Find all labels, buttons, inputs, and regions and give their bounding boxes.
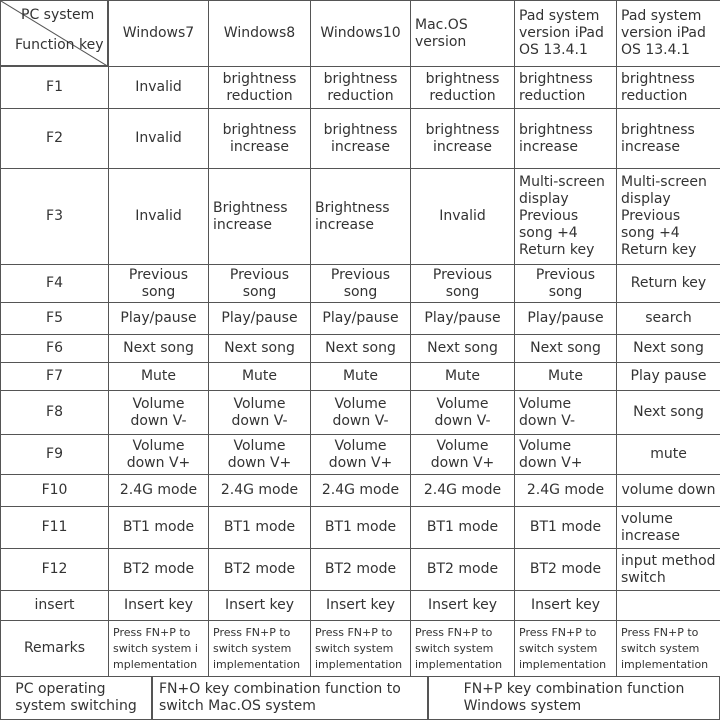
row-key-label: F4 (0, 264, 109, 303)
table-cell: Previous song (410, 264, 515, 303)
table-cell: 2.4G mode (108, 474, 209, 507)
footer-cell-windows-switching: FN+P key combination function Windows system (428, 676, 720, 720)
remarks-cell: Press FN+P to switch system i mplementation (108, 620, 209, 677)
table-cell: Next song (514, 334, 617, 363)
table-cell: Mute (208, 362, 311, 391)
table-cell: BT2 mode (514, 548, 617, 591)
table-cell: 2.4G mode (410, 474, 515, 507)
table-cell: BT2 mode (108, 548, 209, 591)
table-cell: Volume down V+ (208, 434, 311, 475)
table-cell: brightness increase (514, 108, 617, 169)
table-cell (616, 590, 720, 621)
row-key-label: F12 (0, 548, 109, 591)
table-cell: BT2 mode (208, 548, 311, 591)
table-cell: Invalid (410, 168, 515, 265)
table-cell: Invalid (108, 66, 209, 109)
row-key-label: F3 (0, 168, 109, 265)
row-key-label: F10 (0, 474, 109, 507)
remarks-cell: Press FN+P to switch system implementation (208, 620, 311, 677)
table-cell: Previous song (108, 264, 209, 303)
column-header: Windows7 (108, 0, 209, 67)
column-header: Pad system version iPad OS 13.4.1 (616, 0, 720, 67)
table-cell: Insert key (208, 590, 311, 621)
row-key-label: F6 (0, 334, 109, 363)
table-cell: brightness reduction (616, 66, 720, 109)
row-key-label: F9 (0, 434, 109, 475)
table-cell: Mute (310, 362, 411, 391)
table-cell: Volume down V- (310, 390, 411, 435)
table-cell: brightness reduction (410, 66, 515, 109)
table-cell: brightness increase (310, 108, 411, 169)
row-key-label: F8 (0, 390, 109, 435)
table-cell: Invalid (108, 108, 209, 169)
table-cell: Invalid (108, 168, 209, 265)
table-cell: Volume down V- (208, 390, 311, 435)
table-cell: BT1 mode (208, 506, 311, 549)
table-cell: Play/pause (514, 302, 617, 335)
row-key-label: Remarks (0, 620, 109, 677)
table-cell: Multi-screen display Previous song +4 Return key (616, 168, 720, 265)
table-cell: Mute (108, 362, 209, 391)
table-cell: Play/pause (410, 302, 515, 335)
remarks-cell: Press FN+P to switch system implementation (410, 620, 515, 677)
table-cell: brightness reduction (514, 66, 617, 109)
footer-cell-pc-switching: PC operating system switching (0, 676, 152, 720)
table-cell: BT2 mode (310, 548, 411, 591)
row-key-label: F5 (0, 302, 109, 335)
table-cell: Insert key (410, 590, 515, 621)
table-cell: Insert key (108, 590, 209, 621)
table-cell: 2.4G mode (514, 474, 617, 507)
table-cell: Play/pause (208, 302, 311, 335)
table-cell: Next song (208, 334, 311, 363)
remarks-cell: Press FN+P to switch system implementation (616, 620, 720, 677)
table-cell: Play/pause (310, 302, 411, 335)
table-cell: BT2 mode (410, 548, 515, 591)
remarks-cell: Press FN+P to switch system implementation (310, 620, 411, 677)
row-key-label: insert (0, 590, 109, 621)
table-cell: Volume down V+ (410, 434, 515, 475)
table-cell: Play pause (616, 362, 720, 391)
table-cell: 2.4G mode (310, 474, 411, 507)
table-cell: Volume down V+ (514, 434, 617, 475)
column-header: Windows8 (208, 0, 311, 67)
table-cell: Volume down V+ (108, 434, 209, 475)
row-key-label: F11 (0, 506, 109, 549)
table-cell: Next song (616, 390, 720, 435)
table-cell: mute (616, 434, 720, 475)
column-header: Mac.OS version (410, 0, 515, 67)
table-cell: brightness reduction (310, 66, 411, 109)
table-cell: Next song (108, 334, 209, 363)
table-cell: search (616, 302, 720, 335)
table-cell: Insert key (310, 590, 411, 621)
table-cell: Next song (410, 334, 515, 363)
corner-label-pc-system: PC system (21, 7, 95, 23)
table-cell: Volume down V- (108, 390, 209, 435)
table-cell: input method switch (616, 548, 720, 591)
table-cell: brightness reduction (208, 66, 311, 109)
table-cell: volume increase (616, 506, 720, 549)
footer-cell-macos-switching: FN+O key combination function to switch Mac.OS system (152, 676, 428, 720)
corner-label-function-key: Function key (15, 37, 104, 53)
table-cell: 2.4G mode (208, 474, 311, 507)
table-cell: Return key (616, 264, 720, 303)
table-cell: Previous song (310, 264, 411, 303)
table-cell: volume down (616, 474, 720, 507)
table-cell: Next song (616, 334, 720, 363)
table-cell: Previous song (208, 264, 311, 303)
column-header: Pad system version iPad OS 13.4.1 (514, 0, 617, 67)
table-cell: Insert key (514, 590, 617, 621)
table-cell: BT1 mode (108, 506, 209, 549)
table-cell: brightness increase (616, 108, 720, 169)
table-cell: BT1 mode (514, 506, 617, 549)
row-key-label: F1 (0, 66, 109, 109)
table-cell: brightness increase (208, 108, 311, 169)
table-cell: BT1 mode (310, 506, 411, 549)
table-cell: Play/pause (108, 302, 209, 335)
table-cell: Volume down V- (514, 390, 617, 435)
table-cell: Next song (310, 334, 411, 363)
table-cell: Mute (514, 362, 617, 391)
row-key-label: F2 (0, 108, 109, 169)
remarks-cell: Press FN+P to switch system implementation (514, 620, 617, 677)
table-cell: Brightness increase (208, 168, 311, 265)
table-corner-header (0, 0, 108, 66)
table-cell: Previous song (514, 264, 617, 303)
table-cell: brightness increase (410, 108, 515, 169)
table-cell: Brightness increase (310, 168, 411, 265)
table-cell: Multi-screen display Previous song +4 Return key (514, 168, 617, 265)
table-cell: Volume down V- (410, 390, 515, 435)
table-cell: BT1 mode (410, 506, 515, 549)
table-cell: Volume down V+ (310, 434, 411, 475)
column-header: Windows10 (310, 0, 411, 67)
row-key-label: F7 (0, 362, 109, 391)
table-cell: Mute (410, 362, 515, 391)
